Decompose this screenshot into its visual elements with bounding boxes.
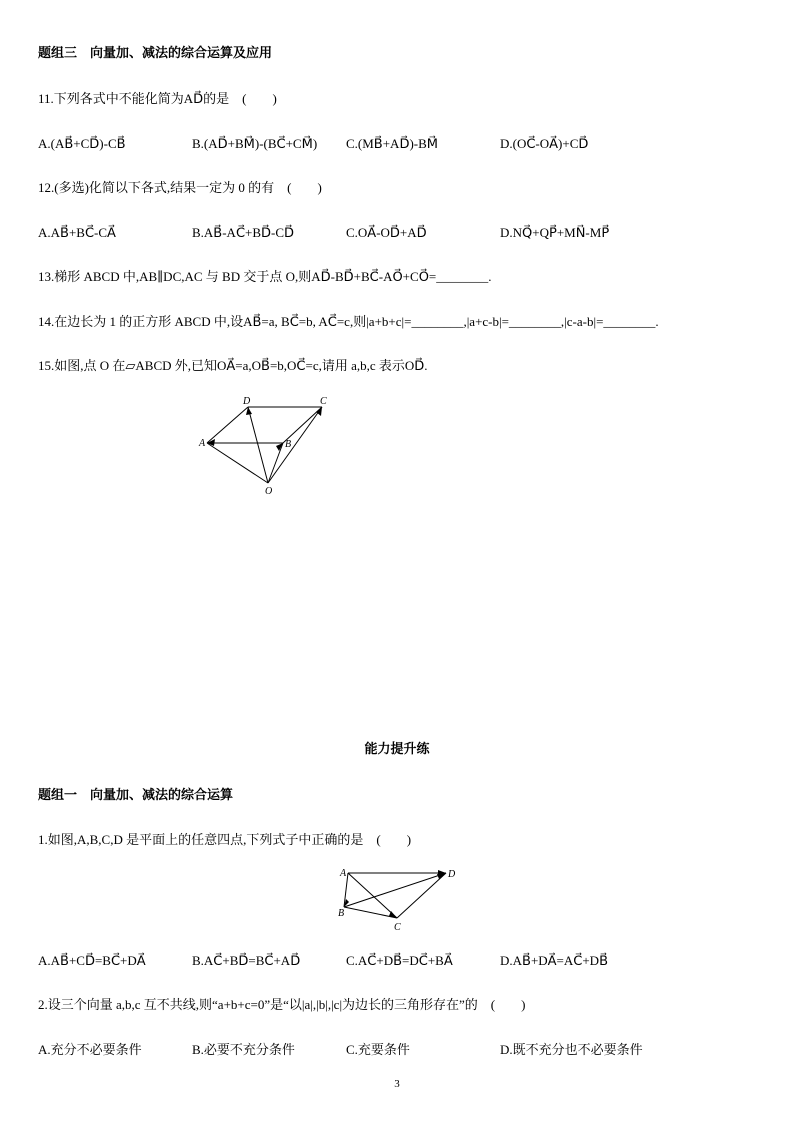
- fig15-label-d: D: [243, 396, 251, 407]
- fig15-segment-ad: [207, 407, 248, 443]
- q2-option-c: C.充要条件: [346, 1042, 410, 1057]
- fig15-label-o: O: [265, 486, 273, 497]
- fig1-label-b: B: [338, 908, 345, 919]
- section1-title: 题组一 向量加、减法的综合运算: [38, 788, 234, 803]
- fig1-segment-ab: [344, 873, 348, 907]
- fig15-segment-oa: [207, 443, 268, 483]
- q1-stem: 1.如图,A,B,C,D 是平面上的任意四点,下列式子中正确的是 ( ): [38, 832, 412, 847]
- q2-option-a: A.充分不必要条件: [38, 1042, 142, 1057]
- fig1-arrow-d2: [437, 873, 446, 879]
- q12-option-b: B.AB⃗-AC⃗+BD⃗-CD⃗: [192, 225, 295, 240]
- fig1-segment-cd: [397, 873, 446, 918]
- fig1-label-a: A: [340, 868, 347, 879]
- fig15-label-c: C: [320, 396, 327, 407]
- q1-option-d: D.AB⃗+DA⃗=AC⃗+DB⃗: [500, 953, 608, 968]
- fig15-segment-od: [248, 407, 268, 483]
- fig15-segment-oc: [268, 407, 322, 483]
- fig1-arrow-d1: [438, 870, 446, 876]
- q11-option-c: C.(MB⃗+AD⃗)-BM⃗: [346, 136, 439, 151]
- q1-option-a: A.AB⃗+CD⃗=BC⃗+DA⃗: [38, 953, 146, 968]
- fig1-segment-ac: [348, 873, 397, 918]
- q12-option-c: C.OA⃗-OD⃗+AD⃗: [346, 225, 427, 240]
- q11-option-d: D.(OC⃗-OA⃗)+CD⃗: [500, 136, 589, 151]
- q11-option-a: A.(AB⃗+CD⃗)-CB⃗: [38, 136, 126, 151]
- fig15-segment-ob: [268, 443, 283, 483]
- q15-text: 15.如图,点 O 在▱ABCD 外,已知OA⃗=a,OB⃗=b,OC⃗=c,请用 a,b,c 表示OD⃗.: [38, 358, 428, 373]
- q12-stem: 12.(多选)化简以下各式,结果一定为 0 的有 ( ): [38, 180, 322, 195]
- fig1-label-c: C: [394, 922, 401, 933]
- q1-option-b: B.AC⃗+BD⃗=BC⃗+AD⃗: [192, 953, 301, 968]
- q11-stem: 11.下列各式中不能化简为AD⃗的是 ( ): [38, 91, 277, 106]
- fig15-segment-bc: [283, 407, 322, 443]
- part-title: 能力提升练: [364, 742, 430, 757]
- q2-stem: 2.设三个向量 a,b,c 互不共线,则“a+b+c=0”是“以|a|,|b|,|c|为边长的三角形存在”的 ( ): [38, 997, 526, 1012]
- fig15-arrow-d: [246, 407, 252, 415]
- q12-option-d: D.NQ⃗+QP⃗+MN⃗-MP⃗: [500, 225, 610, 240]
- q14-text: 14.在边长为 1 的正方形 ABCD 中,设AB⃗=a, BC⃗=b, AC⃗=c,则|a+b+c|=________,|a+c-b|=________,|c-a-b|=________.: [38, 314, 659, 329]
- fig15-arrow-c: [316, 407, 322, 416]
- fig1-arrow-c: [389, 911, 397, 918]
- fig1-label-d: D: [448, 869, 456, 880]
- q1-option-c: C.AC⃗+DB⃗=DC⃗+BA⃗: [346, 953, 453, 968]
- fig15-label-a: A: [199, 438, 206, 449]
- fig15-label-b: B: [285, 439, 292, 450]
- fig15-arrow-b: [276, 443, 283, 451]
- q13-text: 13.梯形 ABCD 中,AB∥DC,AC 与 BD 交于点 O,则AD⃗-BD⃗+BC⃗-AO⃗+CO⃗=________.: [38, 269, 492, 284]
- q2-option-b: B.必要不充分条件: [192, 1042, 295, 1057]
- q2-option-d: D.既不充分也不必要条件: [500, 1042, 643, 1057]
- section3-title: 题组三 向量加、减法的综合运算及应用: [38, 46, 273, 61]
- q12-option-a: A.AB⃗+BC⃗-CA⃗: [38, 225, 116, 240]
- fig1-segment-bc: [344, 907, 397, 918]
- fig1-arrow-b: [344, 899, 349, 907]
- page-number: 3: [394, 1078, 400, 1090]
- q11-option-b: B.(AD⃗+BM⃗)-(BC⃗+CM⃗): [192, 136, 318, 151]
- fig15-arrow-a: [207, 439, 215, 446]
- fig1-segment-bd: [344, 873, 446, 907]
